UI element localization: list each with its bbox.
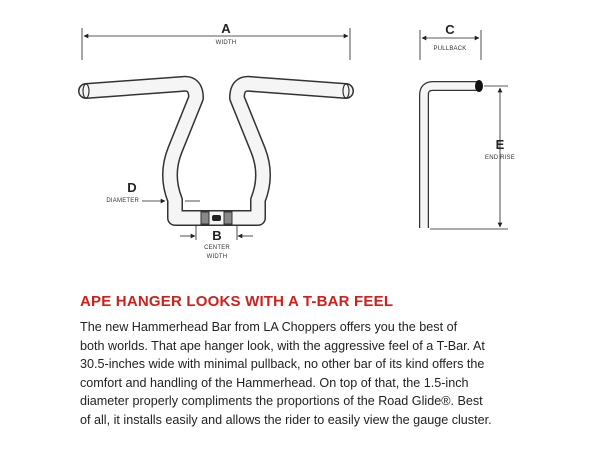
dimension-c-label: PULLBACK [433,46,467,52]
dimension-c-pullback [420,22,481,60]
dimension-c-letter: C [445,22,455,37]
dimension-a-letter: A [221,21,231,36]
handlebar-side-view [424,80,483,228]
description-line: The new Hammerhead Bar from LA Choppers offers you the best of [80,320,458,334]
dimension-d-diameter [106,180,200,204]
description-line: diameter properly compliments the proportions of the Road Glide®. Best [80,394,483,408]
dimension-b-center-width [180,225,253,260]
dimension-d-letter: D [127,180,137,195]
dimension-e-end-rise [430,86,515,229]
description-line: comfort and handling of the Hammerhead. On top of that, the 1.5-inch [80,375,469,390]
dimension-e-label: END RISE [485,155,515,161]
section-heading: APE HANGER LOOKS WITH A T-BAR FEEL [80,293,394,310]
description-line: both worlds. That ape hanger look, with the aggressive feel of a T-Bar. At [80,338,485,353]
dimension-b-letter: B [212,228,222,243]
dimension-b-label-line1: CENTER [204,245,230,251]
dimension-e-letter: E [495,137,505,152]
description-paragraph [80,318,530,429]
description-line: 30.5-inches wide with minimal pullback, no other bar of its kind offers the [80,357,485,371]
description-line: of all, it installs easily and allows the rider to easily view the gauge cluster. [80,412,492,427]
dimension-a-width [82,21,350,60]
dimension-a-label: WIDTH [215,40,237,46]
dimension-b-label-line2: WIDTH [206,254,228,260]
dimension-d-label: DIAMETER [106,198,139,204]
